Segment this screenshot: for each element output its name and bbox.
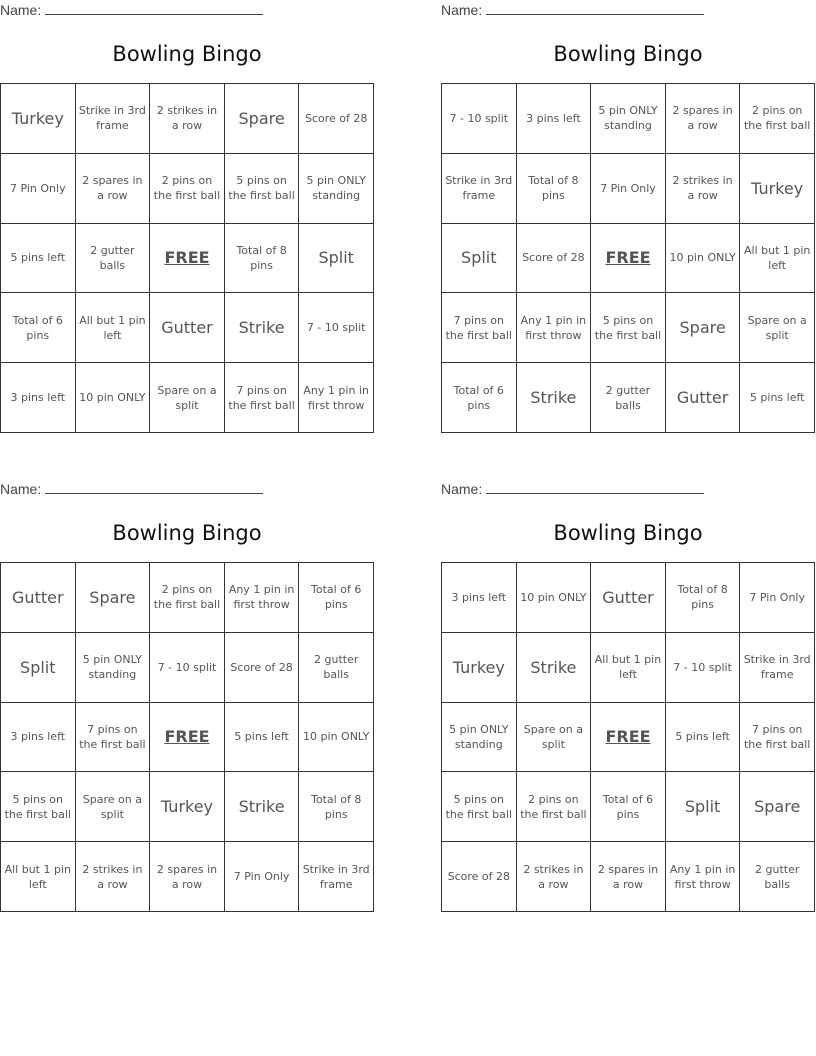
free-space-cell[interactable]: FREE [150,703,225,773]
bingo-cell[interactable]: 7 pins on the first ball [740,703,815,773]
bingo-cell[interactable]: 10 pin ONLY [299,703,374,773]
bingo-cell[interactable]: Any 1 pin in first throw [299,363,374,433]
bingo-cell[interactable]: Total of 8 pins [225,224,300,294]
bingo-cell[interactable]: Score of 28 [225,633,300,703]
bingo-cell[interactable]: 7 - 10 split [299,293,374,363]
name-label: Name: [0,481,42,497]
bingo-cell[interactable]: 5 pin ONLY standing [442,703,517,773]
bingo-cell[interactable]: Split [442,224,517,294]
name-underline[interactable] [486,2,704,15]
bingo-cell[interactable]: 7 Pin Only [591,154,666,224]
bingo-cell[interactable]: Total of 8 pins [299,772,374,842]
bingo-cell[interactable]: 2 gutter balls [299,633,374,703]
bingo-cell[interactable]: Spare [740,772,815,842]
bingo-cell[interactable]: All but 1 pin left [76,293,151,363]
bingo-cell[interactable]: 10 pin ONLY [76,363,151,433]
bingo-cell[interactable]: Spare on a split [517,703,592,773]
bingo-cell[interactable]: 5 pins left [225,703,300,773]
bingo-cell[interactable]: Gutter [591,563,666,633]
bingo-cell[interactable]: 7 pins on the first ball [76,703,151,773]
bingo-cell[interactable]: 2 strikes in a row [76,842,151,912]
bingo-cell[interactable]: Gutter [150,293,225,363]
name-underline[interactable] [486,481,704,494]
bingo-cell[interactable]: 7 Pin Only [225,842,300,912]
bingo-cell[interactable]: Total of 8 pins [517,154,592,224]
name-label: Name: [441,481,483,497]
bingo-cell[interactable]: Any 1 pin in first throw [517,293,592,363]
card-title: Bowling Bingo [112,521,262,545]
bingo-cell[interactable]: Split [666,772,741,842]
free-space-cell[interactable]: FREE [150,224,225,294]
bingo-cell[interactable]: Turkey [150,772,225,842]
bingo-cell[interactable]: Score of 28 [517,224,592,294]
name-field[interactable] [441,481,704,497]
bingo-cell[interactable]: 5 pins on the first ball [591,293,666,363]
bingo-cell[interactable]: 3 pins left [442,563,517,633]
name-field[interactable] [0,481,263,497]
bingo-cell[interactable]: Spare on a split [740,293,815,363]
bingo-cell[interactable]: Total of 6 pins [1,293,76,363]
bingo-cell[interactable]: 2 gutter balls [740,842,815,912]
bingo-cell[interactable]: 10 pin ONLY [666,224,741,294]
bingo-cell[interactable]: 5 pin ONLY standing [299,154,374,224]
bingo-cell[interactable]: 2 strikes in a row [666,154,741,224]
bingo-cell[interactable]: Score of 28 [442,842,517,912]
bingo-cell[interactable]: 5 pins left [1,224,76,294]
bingo-cell[interactable]: Spare [225,84,300,154]
card-title: Bowling Bingo [112,42,262,66]
bingo-cell[interactable]: Spare on a split [150,363,225,433]
bingo-grid [0,83,374,433]
bingo-cell[interactable]: Turkey [442,633,517,703]
bingo-cell[interactable]: Total of 6 pins [591,772,666,842]
bingo-grid [441,562,815,912]
name-label: Name: [0,2,42,18]
bingo-cell[interactable]: Gutter [666,363,741,433]
bingo-cell[interactable]: Spare on a split [76,772,151,842]
bingo-cell[interactable]: 2 spares in a row [76,154,151,224]
bingo-cell[interactable]: 3 pins left [1,363,76,433]
name-underline[interactable] [45,2,263,15]
bingo-cell[interactable]: All but 1 pin left [1,842,76,912]
bingo-grid [0,562,374,912]
bingo-cell[interactable]: All but 1 pin left [591,633,666,703]
bingo-cell[interactable]: Strike in 3rd frame [740,633,815,703]
free-space-cell[interactable]: FREE [591,703,666,773]
bingo-cell[interactable]: Gutter [1,563,76,633]
bingo-cell[interactable]: 2 gutter balls [591,363,666,433]
bingo-cell[interactable]: 2 pins on the first ball [740,84,815,154]
bingo-cell[interactable]: 3 pins left [517,84,592,154]
name-field[interactable] [441,2,704,18]
bingo-cell[interactable]: 7 Pin Only [1,154,76,224]
bingo-cell[interactable]: Spare [76,563,151,633]
bingo-cell[interactable]: Split [299,224,374,294]
bingo-cell[interactable]: 5 pin ONLY standing [591,84,666,154]
card-title: Bowling Bingo [553,521,703,545]
bingo-cell[interactable]: Strike in 3rd frame [442,154,517,224]
bingo-cell[interactable]: 7 Pin Only [740,563,815,633]
bingo-cell[interactable]: 7 pins on the first ball [442,293,517,363]
bingo-cell[interactable]: 7 - 10 split [442,84,517,154]
name-field[interactable] [0,2,263,18]
bingo-cell[interactable]: Strike in 3rd frame [76,84,151,154]
bingo-cell[interactable]: All but 1 pin left [740,224,815,294]
bingo-cell[interactable]: 2 spares in a row [150,842,225,912]
bingo-grid [441,83,815,433]
bingo-cell[interactable]: Total of 8 pins [666,563,741,633]
bingo-cell[interactable]: 2 strikes in a row [517,842,592,912]
bingo-cell[interactable]: 2 pins on the first ball [150,154,225,224]
bingo-cell[interactable]: Spare [666,293,741,363]
bingo-cell[interactable]: 5 pins on the first ball [225,154,300,224]
bingo-cell[interactable]: 5 pins on the first ball [442,772,517,842]
bingo-cell[interactable]: 2 pins on the first ball [150,563,225,633]
bingo-cell[interactable]: Split [1,633,76,703]
bingo-cell[interactable]: 7 - 10 split [666,633,741,703]
name-label: Name: [441,2,483,18]
bingo-cell[interactable]: 2 gutter balls [76,224,151,294]
bingo-cell[interactable]: 5 pin ONLY standing [76,633,151,703]
bingo-cell[interactable]: Total of 6 pins [442,363,517,433]
bingo-cell[interactable]: Turkey [740,154,815,224]
bingo-cell[interactable]: Any 1 pin in first throw [666,842,741,912]
card-title: Bowling Bingo [553,42,703,66]
bingo-cell[interactable]: 2 spares in a row [591,842,666,912]
free-space-cell[interactable]: FREE [591,224,666,294]
bingo-cell[interactable]: Strike in 3rd frame [299,842,374,912]
bingo-cell[interactable]: Strike [517,363,592,433]
bingo-cell[interactable]: 3 pins left [1,703,76,773]
bingo-cell[interactable]: 2 spares in a row [666,84,741,154]
bingo-cell[interactable]: Turkey [1,84,76,154]
name-underline[interactable] [45,481,263,494]
bingo-cell[interactable]: 5 pins left [666,703,741,773]
bingo-cell[interactable]: 2 pins on the first ball [517,772,592,842]
bingo-cell[interactable]: 7 - 10 split [150,633,225,703]
bingo-cell[interactable]: 5 pins left [740,363,815,433]
bingo-cell[interactable]: Score of 28 [299,84,374,154]
bingo-cell[interactable]: Strike [225,293,300,363]
bingo-cell[interactable]: 10 pin ONLY [517,563,592,633]
bingo-cell[interactable]: Strike [517,633,592,703]
bingo-cell[interactable]: Strike [225,772,300,842]
bingo-cell[interactable]: Any 1 pin in first throw [225,563,300,633]
bingo-cell[interactable]: 5 pins on the first ball [1,772,76,842]
bingo-cell[interactable]: 7 pins on the first ball [225,363,300,433]
bingo-cell[interactable]: 2 strikes in a row [150,84,225,154]
bingo-cell[interactable]: Total of 6 pins [299,563,374,633]
